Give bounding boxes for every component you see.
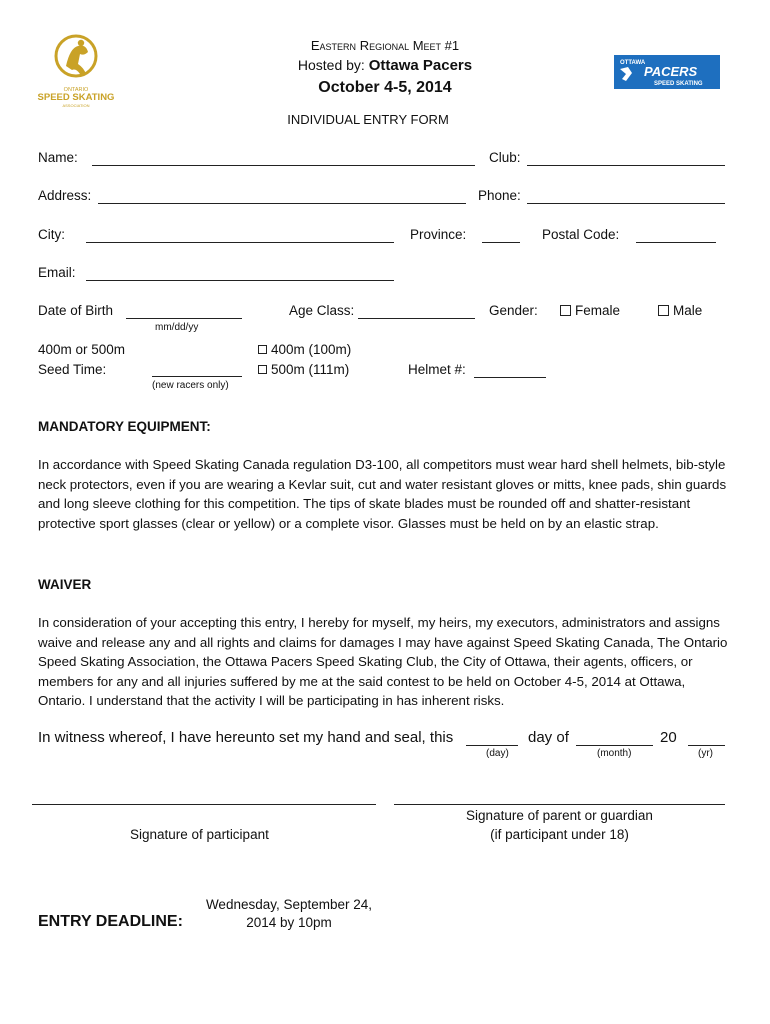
female-checkbox[interactable]	[560, 305, 571, 316]
postal-code-field[interactable]	[636, 242, 716, 243]
gender-male-option[interactable]	[658, 303, 702, 318]
witness-year-field[interactable]	[688, 745, 725, 746]
logo-right-line2: PACERS	[644, 64, 698, 79]
distance-400-option[interactable]	[258, 342, 351, 357]
meet-dates: October 4-5, 2014	[318, 79, 452, 96]
province-label: Province:	[410, 227, 467, 242]
logo-right-line3: SPEED SKATING	[654, 81, 703, 87]
guardian-signature-label-1: Signature of parent or guardian	[466, 808, 653, 823]
seed-time-field[interactable]	[152, 376, 242, 377]
gender-female-option[interactable]	[560, 303, 620, 318]
logo-right-line1: OTTAWA	[620, 60, 646, 66]
logo-left-line2: SPEED SKATING	[37, 92, 115, 103]
month-hint: (month)	[597, 748, 632, 759]
helmet-field[interactable]	[474, 377, 546, 378]
day-hint: (day)	[486, 748, 509, 759]
distance-500-option[interactable]	[258, 362, 349, 377]
distance-400-checkbox[interactable]	[258, 345, 267, 354]
dob-label: Date of Birth	[38, 303, 114, 318]
waiver-heading: WAIVER	[38, 577, 92, 592]
equipment-heading: MANDATORY EQUIPMENT:	[38, 419, 211, 434]
dob-field[interactable]	[126, 318, 242, 319]
witness-day-of: day of	[528, 729, 569, 746]
distance-400-label: 400m (100m)	[271, 342, 352, 357]
hosted-by	[0, 57, 770, 74]
meet-title-3: Meet #1	[412, 38, 460, 53]
guardian-signature-line[interactable]	[394, 804, 725, 805]
name-field[interactable]	[92, 165, 475, 166]
waiver-text: In consideration of your accepting this entry, I hereby for myself, my heirs, my executors, administrators and assigns waive and release any and all rights and claims for damages I may have against Speed Skating Canada, The Ontario Speed Skating Association, the Ottawa Pacers Speed Skating Club, the City of Ottawa, their agents, officers, or members for any and all injuries suffered by me at the said contest to be held on October 4-5, 2014 at Ottawa, Ontario. I understand that the activity I will be participating in has inherent risks.	[38, 615, 728, 708]
address-label: Address:	[38, 188, 92, 203]
participant-signature-line[interactable]	[32, 804, 376, 805]
deadline-date-1: Wednesday, September 24,	[205, 897, 373, 912]
witness-year-prefix: 20	[660, 729, 677, 746]
name-label: Name:	[38, 150, 78, 165]
seed-hint: (new racers only)	[152, 380, 229, 391]
distance-500-checkbox[interactable]	[258, 365, 267, 374]
deadline-label: ENTRY DEADLINE:	[38, 913, 183, 930]
logo-left-line1: ONTARIO	[63, 87, 89, 93]
year-hint: (yr)	[698, 748, 713, 759]
club-field[interactable]	[527, 165, 725, 166]
phone-field[interactable]	[527, 203, 725, 204]
form-title: INDIVIDUAL ENTRY FORM	[287, 112, 449, 127]
female-label: Female	[575, 303, 621, 318]
distance-500-label: 500m (111m)	[271, 362, 350, 377]
logo-left-line3: ASSOCIATION	[62, 103, 90, 108]
meet-title	[0, 38, 770, 53]
dob-hint: mm/dd/yy	[155, 322, 199, 333]
helmet-label: Helmet #:	[408, 362, 466, 377]
gender-label: Gender:	[489, 303, 538, 318]
email-field[interactable]	[86, 280, 394, 281]
guardian-signature-label-2: (if participant under 18)	[490, 827, 629, 842]
city-label: City:	[38, 227, 65, 242]
meet-title-2: Regional	[359, 38, 410, 53]
equipment-text: In accordance with Speed Skating Canada regulation D3-100, all competitors must wear hard shell helmets, bib-style neck protectors, even if you are wearing a Kevlar suit, cut and water resistant gloves or mitts, knee pads, shin guards and long sleeve clothing for this competition. The tips of skate blades must be rounded off and shatter-resistant protective sport glasses (clear or yellow) or a complete visor. Glasses must be held on by an elastic strap.	[38, 457, 727, 531]
age-class-label: Age Class:	[289, 303, 355, 318]
witness-month-field[interactable]	[576, 745, 653, 746]
city-field[interactable]	[86, 242, 394, 243]
meet-title-1: Eastern	[310, 38, 357, 53]
male-checkbox[interactable]	[658, 305, 669, 316]
deadline-date-2: 2014 by 10pm	[246, 915, 332, 930]
age-class-field[interactable]	[358, 318, 475, 319]
email-label: Email:	[38, 265, 76, 280]
club-label: Club:	[489, 150, 521, 165]
province-field[interactable]	[482, 242, 520, 243]
seed-label-line2: Seed Time:	[38, 362, 107, 377]
seed-label-line1: 400m or 500m	[38, 342, 126, 357]
address-field[interactable]	[98, 203, 466, 204]
witness-text: In witness whereof, I have hereunto set my hand and seal, this	[38, 729, 454, 746]
hosted-by-label: Hosted by:	[297, 57, 365, 73]
hosted-by-name: Ottawa Pacers	[368, 57, 473, 74]
postal-code-label: Postal Code:	[542, 227, 620, 242]
male-label: Male	[673, 303, 703, 318]
phone-label: Phone:	[478, 188, 521, 203]
participant-signature-label: Signature of participant	[130, 827, 269, 842]
witness-day-field[interactable]	[466, 745, 518, 746]
